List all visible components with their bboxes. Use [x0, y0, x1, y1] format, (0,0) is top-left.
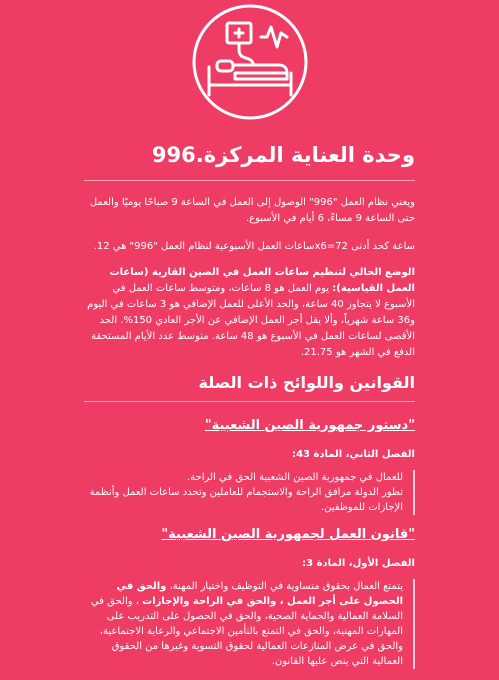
article-label-43: الفصل الثاني، المادة 43:	[292, 449, 415, 460]
article-label-3: الفصل الأول، المادة 3:	[302, 558, 415, 569]
constitution-quote	[84, 470, 415, 515]
page-title: وحدة العناية المركزة.996	[151, 143, 415, 167]
quote-text: يتمتع العمال بحقوق متساوية في التوظيف واختيار المهنة،	[166, 581, 403, 592]
law-title-labor: "قانون العمل لجمهورية الصين الشعبية"	[161, 527, 415, 542]
section-divider	[84, 401, 415, 402]
quote-emphasis: والحق في الحصول على أجر العمل ، والحق في الراحة والإجازات	[116, 581, 403, 607]
quote-line: للعمال في جمهورية الصين الشعبية الحق في الراحة.	[186, 472, 403, 483]
labor-law-quote	[84, 579, 415, 669]
regulation-text: يوم العمل هو 8 ساعات، ومتوسط ساعات العمل في الأسبوع لا يتجاوز 40 ساعة، والحد الأعلى للعمل الإضافي هو 3 ساعات في اليوم و36 ساعة شهرياً، وألا يقل أجر العمل الإضافي عن الأجر العادي 150%. الحد الأقصى لساعات العمل في الأسبوع هو 48 ساعة. متوسط عدد الأيام المستحقة الدفع في الشهر هو 21.75.	[87, 283, 415, 358]
regulation-paragraph	[84, 265, 415, 361]
article-content	[84, 140, 415, 669]
law-title-constitution: "دستور جمهورية الصين الشعبية"	[204, 418, 415, 433]
quote-text: ، والحق في السلامة العمالية والحماية الصحية، والحق في الحصول على التدريب على المهارات المهنية، والحق في التمتع بالتأمين الاجتماعي والرعاية الاجتماعية، والحق في عرض المنازعات العمالية لحقوق التسوية وغيرها من الحقوق العمالية التي ينص عليها القانون.	[90, 596, 403, 667]
quote-line: تطور الدولة مرافق الراحة والاستجمام للعاملين وتحدد ساعات العمل وأنظمة الإجازات للموظفين.	[89, 487, 403, 513]
hours-paragraph: ساعة كحد أدنى 72=x6ساعات العمل الأسبوعية لنظام العمل "996" هي 12.	[93, 241, 415, 252]
hospital-bed-icon	[191, 3, 309, 121]
title-divider	[84, 180, 415, 181]
section-title: القوانين واللوائح ذات الصلة	[198, 373, 415, 392]
intro-paragraph: ويعني نظام العمل "996" الوصول إلى العمل في الساعة 9 صباحًا يوميًا والعمل حتى الساعة 9 مساءً، 6 أيام في الأسبوع.	[89, 197, 415, 224]
regulation-heading: الوضع الحالي لتنظيم ساعات العمل في الصين القارية (ساعات العمل القياسية):	[109, 267, 415, 294]
